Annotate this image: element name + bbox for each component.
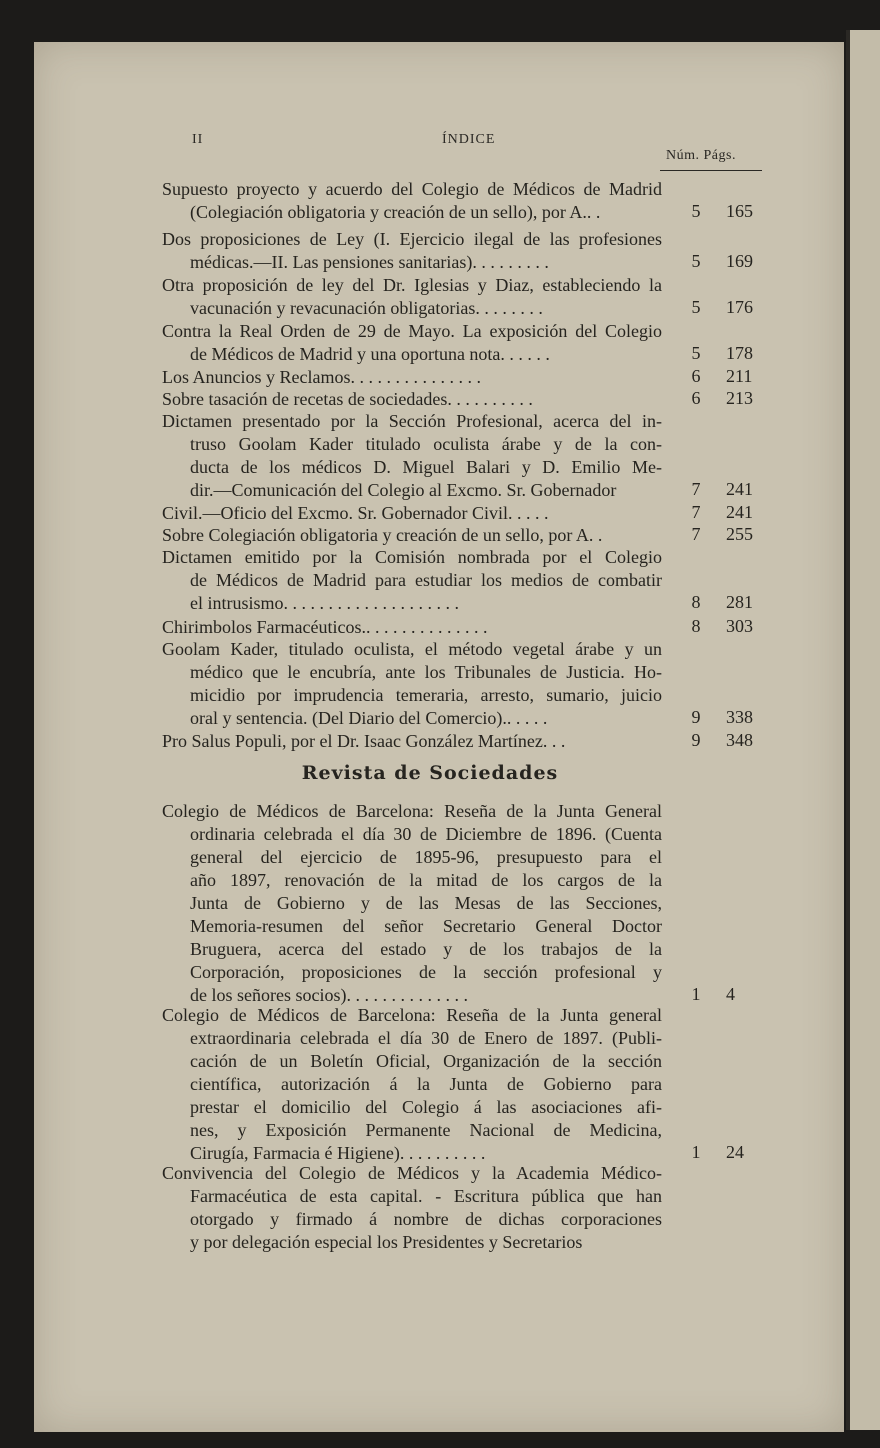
entry-line: año 1897, renovación de la mitad de los cargos de la	[190, 870, 662, 890]
entry-line: Corporación, proposiciones de la sección profesional y	[190, 962, 662, 982]
issue-number: 8	[691, 616, 701, 636]
issue-number: 9	[691, 730, 701, 750]
issue-number: 5	[691, 201, 701, 221]
issue-number: 1	[691, 984, 701, 1004]
entry-line: Supuesto proyecto y acuerdo del Colegio de Médicos de Madrid	[162, 179, 662, 199]
entry-line: vacunación y revacunación obligatorias. . . . . . . .	[190, 298, 543, 318]
section-title: Revista de Sociedades	[301, 762, 559, 784]
entry-line: Pro Salus Populi, por el Dr. Isaac González Martínez. . .	[162, 731, 566, 751]
entry-line: de los señores socios). . . . . . . . . . . . . .	[190, 985, 468, 1005]
page-ref: 255	[726, 524, 753, 544]
entries-entry	[162, 274, 662, 320]
entries-entry	[162, 524, 662, 547]
issue-number: 8	[691, 592, 701, 612]
page-ref: 281	[726, 592, 753, 612]
entries-entry	[162, 178, 662, 224]
entry-line: Farmacéutica de esta capital. - Escritura pública que han	[190, 1186, 662, 1206]
entry-line: ducta de los médicos D. Miguel Balari y D. Emilio Me-	[190, 457, 662, 477]
entry-line: Memoria-resumen del señor Secretario General Doctor	[190, 916, 662, 936]
entry-line: Convivencia del Colegio de Médicos y la Academia Médico-	[162, 1163, 662, 1183]
entry-line: nes, y Exposición Permanente Nacional de Medicina,	[190, 1120, 662, 1140]
society_entries-entry	[162, 1004, 662, 1165]
page-ref: 24	[726, 1142, 744, 1162]
entry-line: Dos proposiciones de Ley (I. Ejercicio ilegal de las profesiones	[162, 229, 662, 249]
entries-entry	[162, 388, 662, 411]
entry-line: médico que le encubría, ante los Tribunales de Justicia. Ho-	[190, 662, 662, 682]
page-ref: 241	[726, 502, 753, 522]
entries-entry	[162, 502, 662, 525]
entries-entry	[162, 730, 662, 753]
entry-line: dir.—Comunicación del Colegio al Excmo. Sr. Gobernador	[190, 480, 617, 500]
entry-line: otorgado y firmado á nombre de dichas corporaciones	[190, 1209, 662, 1229]
entry-line: Sobre Colegiación obligatoria y creación de un sello, por A. .	[162, 525, 603, 545]
page-ref: 4	[726, 984, 735, 1004]
issue-number: 5	[691, 297, 701, 317]
entry-line: extraordinaria celebrada el día 30 de Enero de 1897. (Publi-	[190, 1028, 662, 1048]
header-rule	[660, 170, 762, 171]
page-ref: 338	[726, 707, 753, 727]
entry-line: Dictamen presentado por la Sección Profesional, acerca del in-	[162, 411, 662, 431]
page-ref: 241	[726, 479, 753, 499]
entries-entry	[162, 638, 662, 730]
page-ref: 303	[726, 616, 753, 636]
entry-line: Bruguera, acerca del estado y de los trabajos de la	[190, 939, 662, 959]
entries-entry	[162, 546, 662, 615]
page-ref: 176	[726, 297, 753, 317]
entry-line: Dictamen emitido por la Comisión nombrada por el Colegio	[162, 547, 662, 567]
society_entries-entry	[162, 800, 662, 1007]
entry-line: Colegio de Médicos de Barcelona: Reseña de la Junta General	[162, 801, 662, 821]
issue-number: 7	[691, 479, 701, 499]
entries-entry	[162, 228, 662, 274]
adjacent-page-edge	[850, 30, 880, 1430]
entry-line: micidio por imprudencia temeraria, arresto, sumario, juicio	[190, 685, 662, 705]
entry-line: general del ejercicio de 1895-96, presupuesto para el	[190, 847, 662, 867]
entry-line: prestar el domicilio del Colegio á las asociaciones afi-	[190, 1097, 662, 1117]
entries-entry	[162, 616, 662, 639]
entry-line: Otra proposición de ley del Dr. Iglesias y Diaz, estableciendo la	[162, 275, 662, 295]
entry-line: Cirugía, Farmacia é Higiene). . . . . . . . . .	[190, 1143, 486, 1163]
entries-entry	[162, 320, 662, 366]
entry-line: ordinaria celebrada el día 30 de Diciembre de 1896. (Cuenta	[190, 824, 662, 844]
issue-number: 5	[691, 343, 701, 363]
issue-number: 6	[691, 388, 701, 408]
issue-number: 5	[691, 251, 701, 271]
entry-line: el intrusismo. . . . . . . . . . . . . . . . . . . .	[190, 593, 459, 613]
page-title: ÍNDICE	[442, 132, 496, 147]
entry-line: Goolam Kader, titulado oculista, el método vegetal árabe y un	[162, 639, 662, 659]
page-ref: 213	[726, 388, 753, 408]
entry-line: y por delegación especial los Presidentes y Secretarios	[190, 1232, 583, 1252]
entry-line: Junta de Gobierno y de las Mesas de las Secciones,	[190, 893, 662, 913]
issue-number: 6	[691, 366, 701, 386]
entry-line: Contra la Real Orden de 29 de Mayo. La exposición del Colegio	[162, 321, 662, 341]
page-number: II	[192, 132, 204, 147]
entry-line: cación de un Boletín Oficial, Organización de la sección	[190, 1051, 662, 1071]
entry-line: de Médicos de Madrid y una oportuna nota. . . . . .	[190, 344, 550, 364]
entry-line: truso Goolam Kader titulado oculista árabe y de la con-	[190, 434, 662, 454]
entry-line: médicas.—II. Las pensiones sanitarias). . . . . . . . .	[190, 252, 549, 272]
entry-line: Chirimbolos Farmacéuticos.. . . . . . . . . . . . . .	[162, 617, 488, 637]
issue-number: 7	[691, 502, 701, 522]
society_entries-entry	[162, 1162, 662, 1254]
issue-number: 1	[691, 1142, 701, 1162]
entry-line: Civil.—Oficio del Excmo. Sr. Gobernador Civil. . . . .	[162, 503, 549, 523]
page-ref: 169	[726, 251, 753, 271]
entries-entry	[162, 410, 662, 502]
entries-entry	[162, 366, 662, 389]
entry-line: (Colegiación obligatoria y creación de un sello), por A.. .	[190, 202, 601, 222]
entry-line: de Médicos de Madrid para estudiar los medios de combatir	[190, 570, 662, 590]
page-ref: 211	[726, 366, 753, 386]
issue-number: 9	[691, 707, 701, 727]
entry-line: Sobre tasación de recetas de sociedades. . . . . . . . . .	[162, 389, 533, 409]
page-ref: 178	[726, 343, 753, 363]
entry-line: oral y sentencia. (Del Diario del Comercio).. . . . .	[190, 708, 548, 728]
entry-line: científica, autorización á la Junta de Gobierno para	[190, 1074, 662, 1094]
column-headers: Núm. Págs.	[666, 148, 736, 163]
page-ref: 348	[726, 730, 753, 750]
page-ref: 165	[726, 201, 753, 221]
entry-line: Colegio de Médicos de Barcelona: Reseña de la Junta general	[162, 1005, 662, 1025]
issue-number: 7	[691, 524, 701, 544]
entry-line: Los Anuncios y Reclamos. . . . . . . . . . . . . . .	[162, 367, 481, 387]
